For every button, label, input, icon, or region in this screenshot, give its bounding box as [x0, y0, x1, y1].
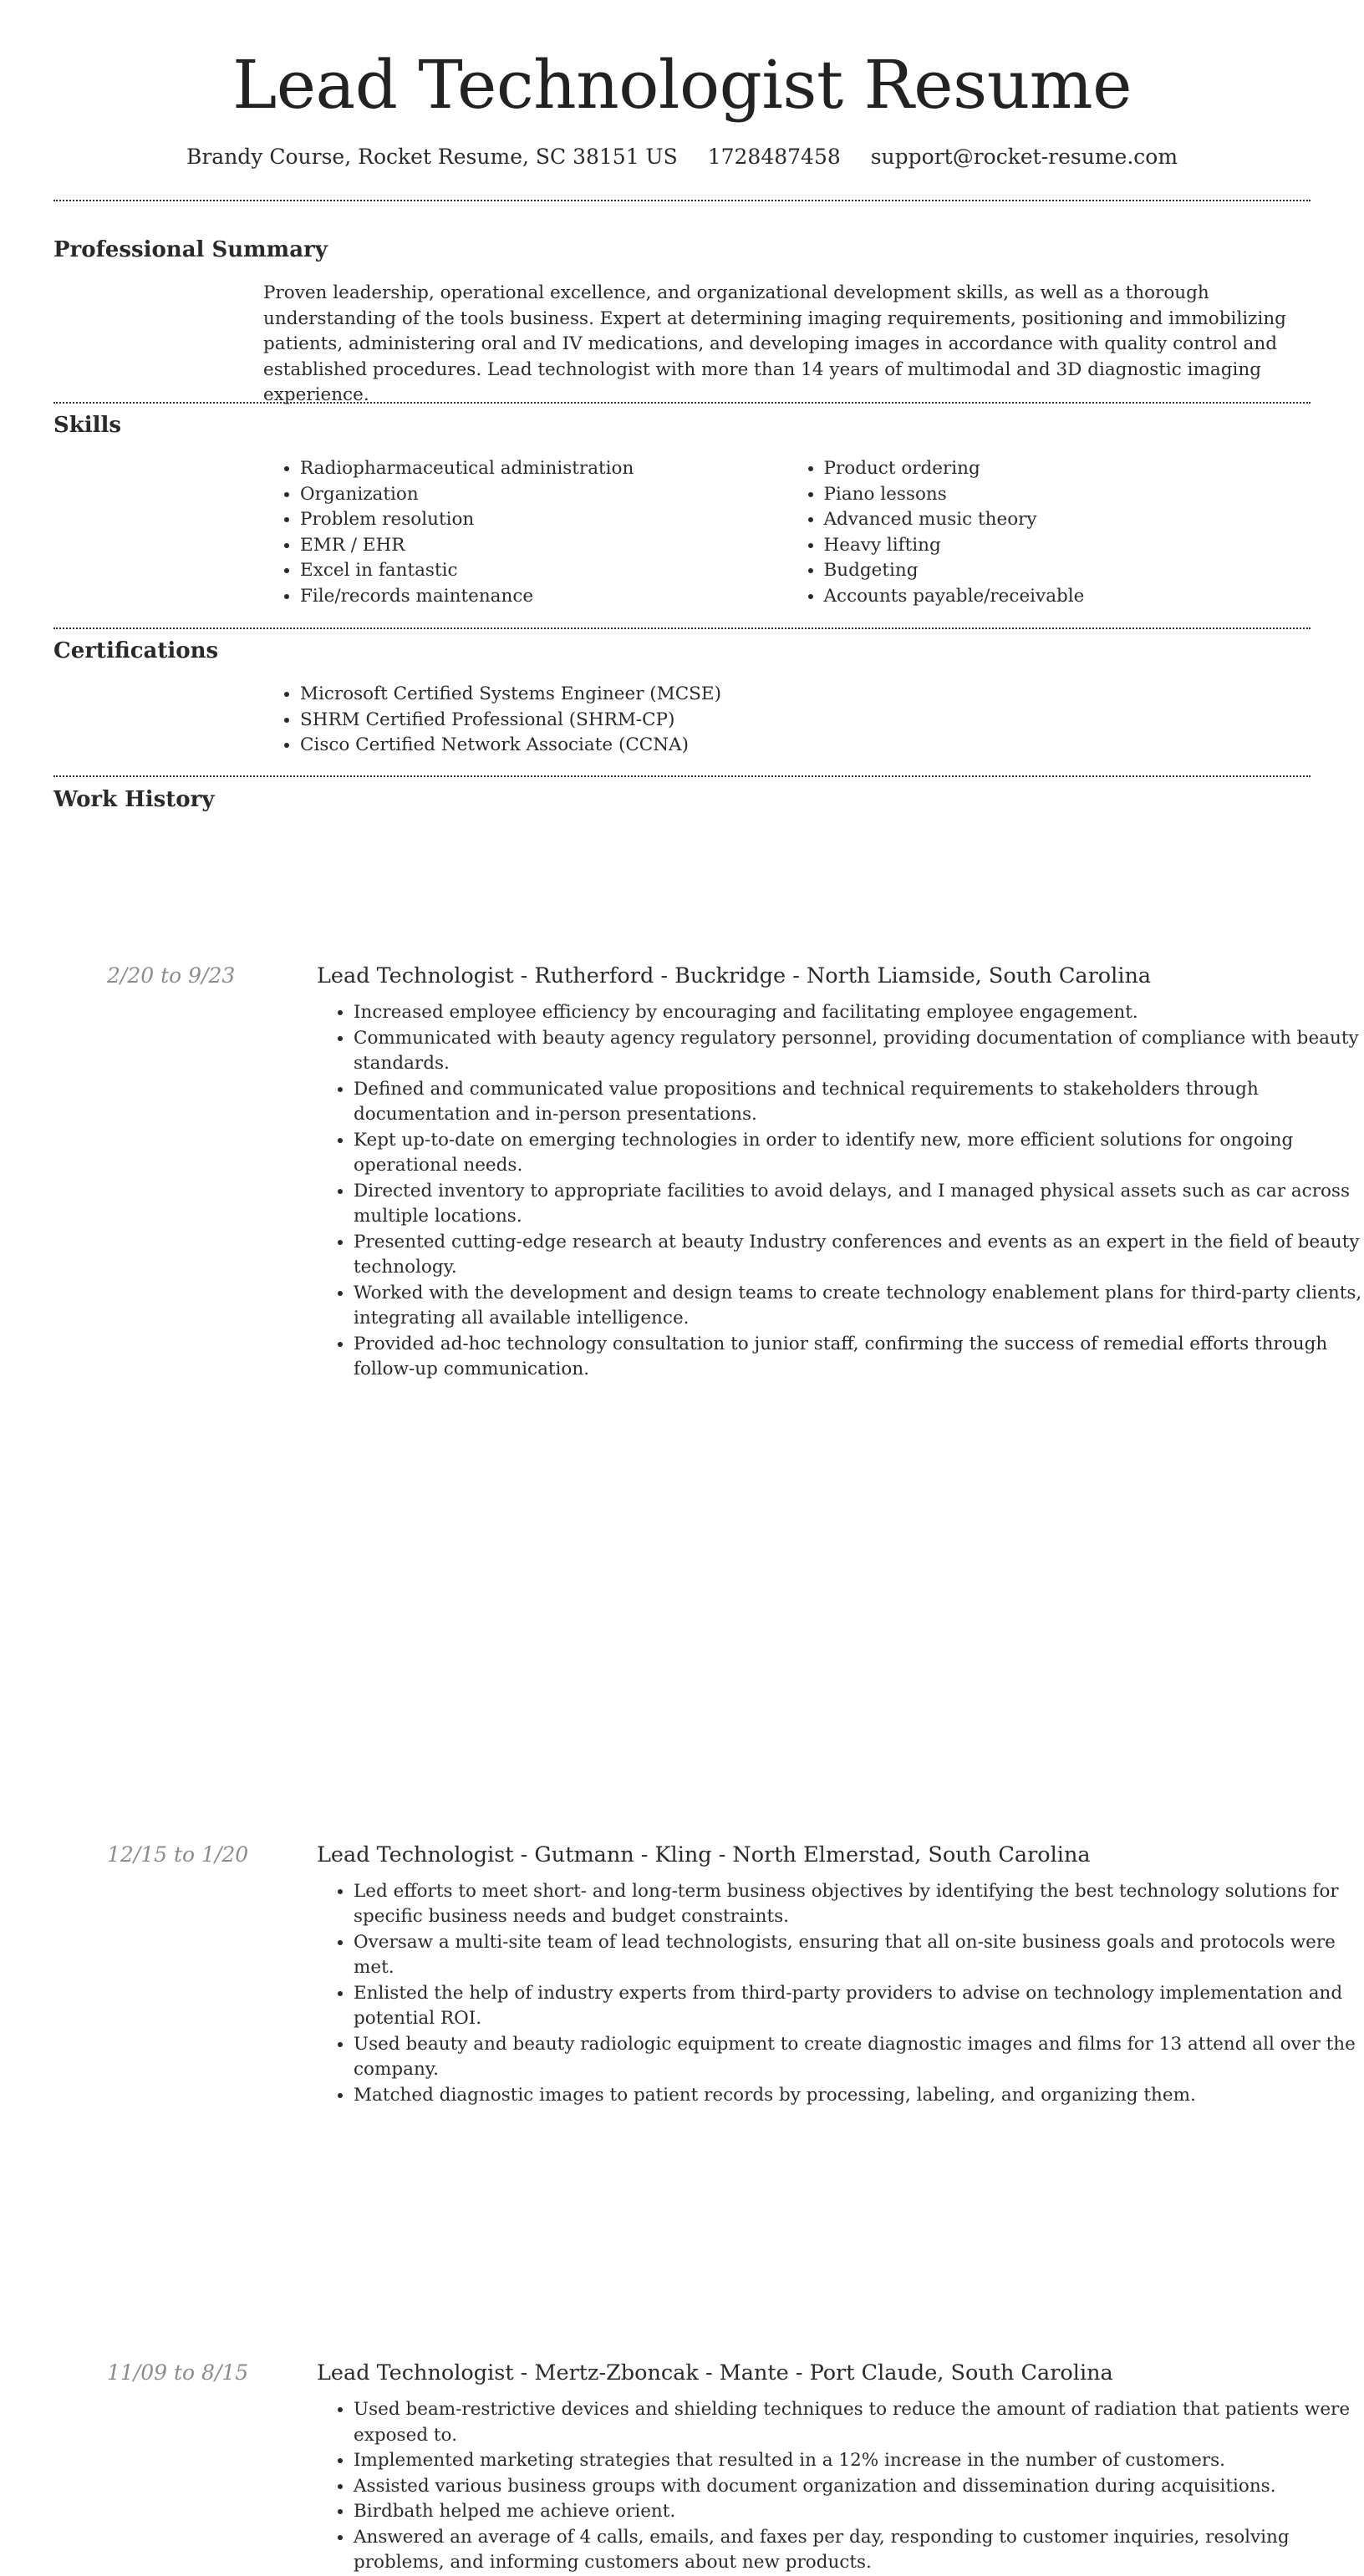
job-bullets [317, 2397, 1364, 2576]
work-section [53, 785, 1311, 814]
certifications-heading: Certifications [53, 638, 219, 663]
contact-phone: 1728487458 [707, 145, 841, 169]
list-item: • Kept up-to-date on emerging technologies in order to identify new, more efficient solutions for ongoing operational needs. [354, 1128, 1364, 1179]
skills-list-left [263, 456, 787, 609]
job-dates: 2/20 to 9/23 [107, 963, 236, 988]
list-item: • Matched diagnostic images to patient records by processing, labeling, and organizing them. [354, 2083, 1364, 2109]
list-item: • File/records maintenance [300, 584, 787, 610]
list-item: • Used beam-restrictive devices and shielding techniques to reduce the amount of radiation that patients were exposed to. [354, 2397, 1364, 2448]
list-item: • Budgeting [824, 558, 1311, 584]
summary-text: Proven leadership, operational excellence, and organizational development skills, as well as a thorough understanding of the tools business. Expert at determining imaging requirements, positioning and immobilizing patients, administering oral and IV medications, and developing images in accordance with quality control and established procedures. Lead technologist with more than 14 years of multimodal and 3D diagnostic imaging experience. [263, 282, 1286, 405]
list-item: • Increased employee efficiency by encouraging and facilitating employee engagement. [354, 1000, 1364, 1026]
list-item: • Heavy lifting [824, 533, 1311, 559]
list-item: • Oversaw a multi-site team of lead technologists, ensuring that all on-site business goals and protocols were met. [354, 1930, 1364, 1981]
list-item: • Enlisted the help of industry experts from third-party providers to advise on technology implementation and potential ROI. [354, 1981, 1364, 2032]
certifications-divider [53, 775, 1311, 777]
certifications-section [53, 637, 1311, 759]
job-title: Lead Technologist - Gutmann - Kling - North Elmerstad, South Carolina [317, 1842, 1091, 1867]
list-item: • Answered an average of 4 calls, emails, and faxes per day, responding to customer inquiries, resolving problems, and informing customers about new products. [354, 2525, 1364, 2576]
contact-email: support@rocket-resume.com [870, 145, 1178, 169]
job-title: Lead Technologist - Rutherford - Buckridge - North Liamside, South Carolina [317, 963, 1152, 988]
job-dates: 12/15 to 1/20 [107, 1842, 249, 1867]
contact-address: Brandy Course, Rocket Resume, SC 38151 US [186, 145, 678, 169]
list-item: • Birdbath helped me achieve orient. [354, 2499, 1364, 2525]
list-item: • SHRM Certified Professional (SHRM-CP) [300, 708, 1311, 734]
header-divider [53, 200, 1311, 201]
certifications-list [263, 682, 1311, 759]
list-item: • Presented cutting-edge research at beauty Industry conferences and events as an expert in the field of beauty technology. [354, 1230, 1364, 1281]
summary-body [263, 281, 1311, 409]
job-title: Lead Technologist - Mertz-Zboncak - Mante - Port Claude, South Carolina [317, 2360, 1113, 2385]
list-item: • Piano lessons [824, 482, 1311, 508]
summary-heading: Professional Summary [53, 237, 328, 262]
job-entry [107, 962, 1364, 1383]
list-item: • Problem resolution [300, 507, 787, 533]
summary-divider [53, 402, 1311, 404]
list-item: • EMR / EHR [300, 533, 787, 559]
job-bullets [317, 1879, 1364, 2109]
list-item: • Excel in fantastic [300, 558, 787, 584]
list-item: • Communicated with beauty agency regulatory personnel, providing documentation of compliance with beauty standards. [354, 1026, 1364, 1077]
job-entry [107, 2359, 1364, 2576]
summary-section [53, 236, 1311, 409]
list-item: • Cisco Certified Network Associate (CCNA) [300, 733, 1311, 759]
list-item: • Defined and communicated value propositions and technical requirements to stakeholders through documentation and in-person presentations. [354, 1077, 1364, 1128]
certifications-body [263, 682, 1311, 759]
resume-title: Lead Technologist Resume [232, 46, 1132, 124]
job-entry [107, 1841, 1364, 2109]
work-heading: Work History [53, 787, 215, 812]
list-item: • Radiopharmaceutical administration [300, 456, 787, 482]
skills-columns [263, 456, 1311, 609]
list-item: • Advanced music theory [824, 507, 1311, 533]
list-item: • Implemented marketing strategies that resulted in a 12% increase in the number of customers. [354, 2448, 1364, 2474]
skills-section [53, 411, 1311, 609]
job-dates: 11/09 to 8/15 [107, 2360, 249, 2385]
list-item: • Used beauty and beauty radiologic equipment to create diagnostic images and films for 13 attend all over the company. [354, 2032, 1364, 2083]
list-item: • Organization [300, 482, 787, 508]
contact-line [0, 142, 1364, 172]
skills-heading: Skills [53, 413, 122, 438]
skills-list-right [787, 456, 1311, 609]
list-item: • Accounts payable/receivable [824, 584, 1311, 610]
list-item: • Microsoft Certified Systems Engineer (MCSE) [300, 682, 1311, 708]
list-item: • Assisted various business groups with document organization and dissemination during acquisitions. [354, 2474, 1364, 2500]
skills-divider [53, 627, 1311, 629]
list-item: • Directed inventory to appropriate facilities to avoid delays, and I managed physical assets such as car across multiple locations. [354, 1179, 1364, 1230]
list-item: • Provided ad-hoc technology consultation to junior staff, confirming the success of remedial efforts through follow-up communication. [354, 1332, 1364, 1383]
list-item: • Led efforts to meet short- and long-term business objectives by identifying the best technology solutions for specific business needs and budget constraints. [354, 1879, 1364, 1930]
list-item: • Product ordering [824, 456, 1311, 482]
job-bullets [317, 1000, 1364, 1383]
list-item: • Worked with the development and design teams to create technology enablement plans for third-party clients, integrating all available intelligence. [354, 1281, 1364, 1332]
